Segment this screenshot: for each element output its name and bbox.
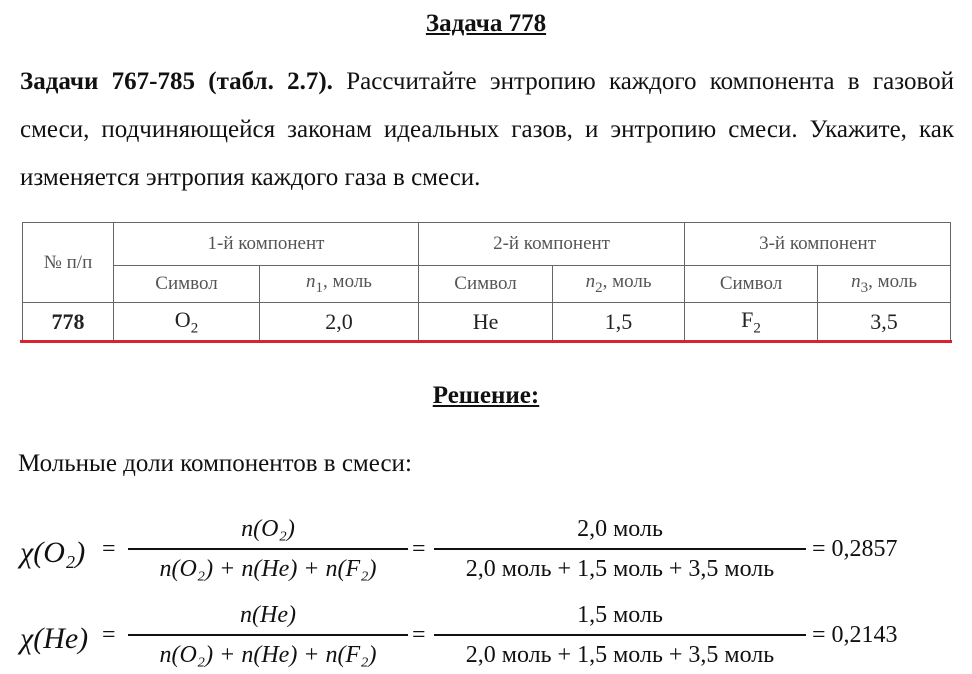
eq1-equals-1: = [102, 536, 116, 562]
eq1-fraction-numeric [434, 510, 806, 588]
solution-title: Решение: [432, 382, 540, 409]
header-number: № п/п [23, 223, 114, 303]
eq2-denominator-value: 2,0 моль + 1,5 моль + 3,5 моль [465, 641, 775, 668]
header-symbol-1: Символ [114, 266, 260, 303]
eq2-denominator: n(O₂) + n(He) + n(F₂) [159, 641, 377, 668]
eq2-fraction-numeric [434, 596, 806, 674]
header-component-3: 3-й компонент [685, 223, 951, 266]
eq2-lhs: χ(He) [20, 622, 89, 655]
cell-n1: 2,0 [260, 303, 419, 342]
eq2-fraction-symbolic [128, 596, 408, 674]
eq1-denominator-value: 2,0 моль + 1,5 моль + 3,5 моль [465, 555, 775, 582]
problem-title: Задача 778 [425, 10, 547, 37]
cell-n2: 1,5 [553, 303, 685, 342]
problem-reference: Задачи 767-785 (табл. 2.7). [20, 68, 333, 95]
header-symbol-2: Символ [419, 266, 553, 303]
eq1-lhs: χ(O₂) [20, 536, 86, 569]
eq1-equals-2: = [412, 536, 426, 562]
cell-symbol-2: He [419, 303, 553, 342]
header-n2: $n_2$, моль [553, 266, 685, 303]
data-table [22, 222, 951, 342]
header-n1: $n_1$, моль [260, 266, 419, 303]
eq1-result: = 0,2857 [812, 536, 898, 562]
cell-n3: 3,5 [818, 303, 951, 342]
header-component-2: 2-й компонент [419, 223, 685, 266]
header-component-1: 1-й компонент [114, 223, 419, 266]
cell-symbol-3: $F_2$ [685, 303, 818, 342]
eq2-equals-2: = [412, 622, 426, 648]
eq1-denominator: n(O₂) + n(He) + n(F₂) [159, 555, 377, 582]
problem-text: Рассчитайте энтропию каждого компонента в газовой смеси, подчиняющейся законам идеальных газов, и энтропию смеси. Укажите, как изменяется энтропия каждого газа в смеси. [20, 68, 954, 191]
cell-symbol-1: $O_2$ [114, 303, 260, 342]
intro-text: Мольные доли компонентов в смеси: [18, 450, 412, 477]
header-symbol-3: Символ [685, 266, 818, 303]
eq1-numerator: n(O₂) [241, 516, 295, 542]
eq2-result: = 0,2143 [812, 622, 898, 648]
header-n3: $n_3$, моль [818, 266, 951, 303]
cell-number: 778 [23, 303, 114, 342]
red-underline [20, 340, 952, 343]
eq1-fraction-symbolic [128, 510, 408, 588]
eq2-numerator-value: 1,5 моль [577, 602, 663, 628]
eq1-numerator-value: 2,0 моль [577, 516, 663, 542]
eq2-numerator: n(He) [240, 602, 296, 628]
problem-statement [20, 58, 954, 202]
eq2-equals-1: = [102, 622, 116, 648]
